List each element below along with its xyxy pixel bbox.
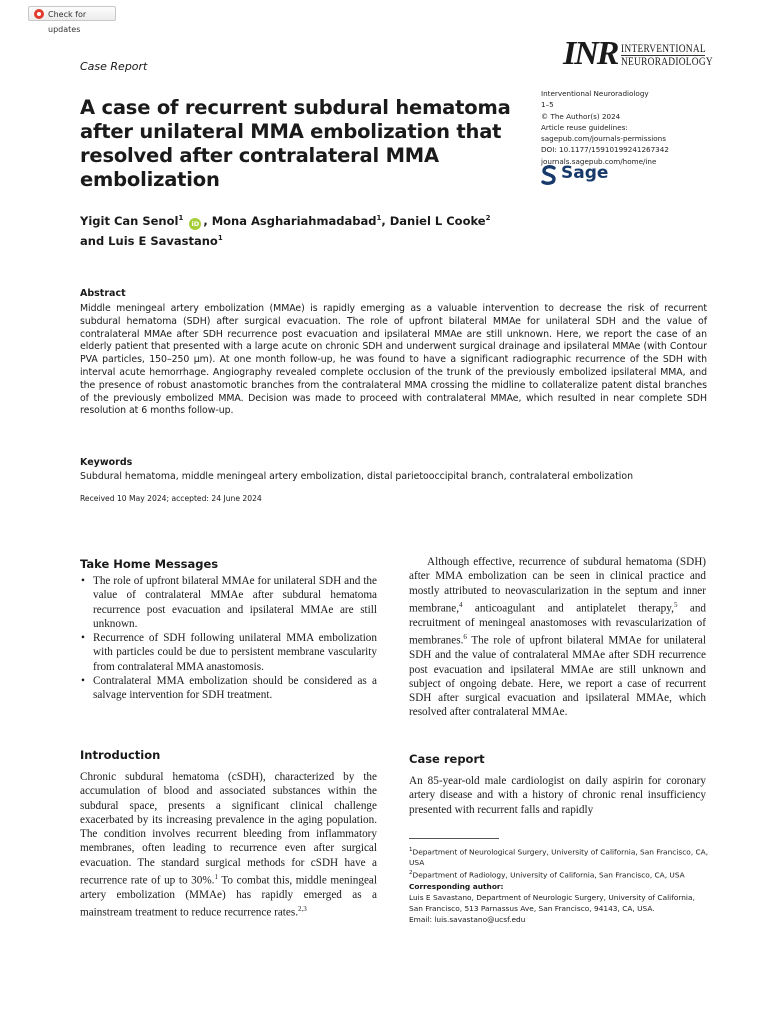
- section-label: Case Report: [80, 60, 148, 73]
- author-2: , Mona Asghariahmadabad: [203, 213, 377, 228]
- affil-text: Department of Neurological Surgery, University of California, San Francisco, CA, USA: [409, 847, 709, 868]
- author-3: , Daniel L Cooke: [381, 213, 486, 228]
- orcid-icon[interactable]: iD: [189, 218, 201, 230]
- list-item: • The role of upfront bilateral MMAe for unilateral SDH and the value of contralateral MMAe after subdural hematoma recurrence post evacuation and ipsilateral MMAe are still unknown.: [80, 574, 377, 631]
- case-report-heading: Case report: [409, 752, 485, 766]
- reuse-label: Article reuse guidelines:: [541, 122, 628, 132]
- journal-pages: 1–5: [541, 100, 554, 110]
- list-item: • Contralateral MMA embolization should be considered as a salvage intervention for SDH treatment.: [80, 674, 377, 703]
- affiliations: [409, 845, 709, 925]
- affil-text: Department of Radiology, University of California, San Francisco, CA, USA: [412, 870, 685, 880]
- doi[interactable]: DOI: 10.1177/15910199241267342: [541, 145, 669, 155]
- author-3-affil: 2: [485, 214, 491, 222]
- affiliation-2: [409, 868, 709, 880]
- footnote-divider: [409, 838, 499, 839]
- affil-marker: 1: [409, 847, 413, 853]
- author-list: [80, 210, 520, 250]
- citation-ref[interactable]: 6: [463, 633, 467, 642]
- affil-marker: 2: [409, 870, 413, 877]
- intro-text-1: Chronic subdural hematoma (cSDH), characterized by the accumulation of blood and associated substances within the subdural space, presents a significant clinical challenge exacerbated by its increasing prevalence in the aging population. The condition involves recurrent bleeding from inflammatory membranes, often leading to recurrence even after surgical evacuation. The standard surgical methods for cSDH have a recurrence rate of up to 30%.: [80, 771, 377, 887]
- introduction-paragraph: [80, 770, 377, 920]
- affiliation-1: [409, 845, 709, 868]
- check-for-updates-button[interactable]: [28, 6, 116, 34]
- journal-logo: [563, 35, 713, 78]
- reuse-link[interactable]: sagepub.com/journals-permissions: [541, 134, 666, 144]
- author-2-affil: 1: [376, 214, 382, 222]
- journal-name: Interventional Neuroradiology: [541, 89, 649, 98]
- received-dates: Received 10 May 2024; accepted: 24 June 2024: [80, 494, 262, 503]
- sage-s-icon: [541, 165, 557, 185]
- corresponding-email[interactable]: Email: luis.savastano@ucsf.edu: [409, 914, 526, 924]
- intro-text-2: To combat this, middle meningeal artery embolization (MMAe) has rapidly emerged as a mainstream treatment to reduce recurrence rates.: [80, 874, 377, 920]
- corresponding-author: Luis E Savastano, Department of Neurologic Surgery, University of California, San Francisco, 513 Parnassus Ave, San Francisco, 94143, CA, USA.: [409, 892, 695, 913]
- case-report-paragraph: An 85-year-old male cardiologist on daily aspirin for coronary artery disease and with a history of chronic renal insufficiency presented with recurrent falls and rapidly: [409, 775, 706, 816]
- take-home-list: [80, 574, 377, 703]
- paragraph-text: Although effective, recurrence of subdural hematoma (SDH) after MMA embolization can be seen in clinical practice and mostly attributed to neovascularization in the septum and inner membrane,: [409, 556, 706, 615]
- author-1: Yigit Can Senol: [80, 213, 179, 228]
- article-title: A case of recurrent subdural hematoma after unilateral MMA embolization that resolved after contralateral MMA embolization: [80, 96, 511, 191]
- journal-logo-line2: NEURORADIOLOGY: [621, 56, 713, 68]
- introduction-heading: Introduction: [80, 748, 161, 762]
- paragraph-text: anticoagulant and antiplatelet therapy,: [462, 602, 674, 615]
- abstract-heading: Abstract: [80, 288, 126, 299]
- citation-ref[interactable]: 2,3: [298, 905, 307, 914]
- take-home-heading: Take Home Messages: [80, 557, 219, 571]
- paragraph-text: The role of upfront bilateral MMAe for unilateral SDH and the value of contralateral MMAe after SDH recurrence post evacuation and ipsilateral MMAe are still unknown and subject of ongoing debate. Here, we report a case of recurrent SDH after surgical evacuation and ipsilateral MMAe, which resolved after contralateral MMAe.: [409, 634, 706, 719]
- publisher-logo: [541, 163, 611, 187]
- journal-logo-line1: INTERVENTIONAL: [621, 43, 706, 55]
- author-4-affil: 1: [217, 233, 223, 242]
- abstract-text: Middle meningeal artery embolization (MMAe) is rapidly emerging as a valuable intervention to decrease the risk of recurrent subdural hematoma (SDH) after surgical evacuation. The role of upfront bilateral MMAe for unilateral SDH and the value of contralateral MMAe after SDH recurrence post evacuation and ipsilateral MMAe are still unknown. Here, we report the case of an elderly patient that presented with a large acute on chronic SDH and underwent surgical drainage and ipsilateral MMAe (with Contour PVA particles, 150–250 µm). At one month follow-up, he was found to have a significant radiographic recurrence of the SDH with interval acute hemorrhage. Angiography revealed complete occlusion of the trunk of the previously embolized ipsilateral MMA, and the presence of robust anastomotic branches from the contralateral MMA crossing the midline to collateralize patent distal branches of the previously embolized MMA. Decision was made to proceed with contralateral MMAe, which resulted in near complete SDH resolution at 6 months follow-up.: [80, 303, 707, 417]
- keywords-text: Subdural hematoma, middle meningeal artery embolization, distal parietooccipital branch, contralateral embolization: [80, 471, 634, 482]
- corresponding-author-heading: Corresponding author:: [409, 881, 504, 891]
- journal-home-link[interactable]: journals.sagepub.com/home/ine: [541, 156, 657, 166]
- update-icon: [34, 9, 44, 19]
- journal-logo-initials: INR: [563, 35, 618, 72]
- copyright: © The Author(s) 2024: [541, 111, 621, 121]
- list-item: • Recurrence of SDH following unilateral MMA embolization with particles could be due to persistent membrane vascularity from contralateral MMA anastomosis.: [80, 631, 377, 674]
- author-4: and Luis E Savastano: [80, 233, 218, 248]
- paragraph-text: and recruitment of meningeal anastomoses with revascularization of membranes.: [409, 602, 707, 647]
- intro-continued-paragraph: [409, 555, 706, 720]
- publisher-name: Sage: [561, 163, 609, 183]
- author-1-affil: 1: [178, 214, 184, 222]
- citation-ref[interactable]: 5: [673, 600, 678, 609]
- citation-ref[interactable]: 4: [459, 600, 463, 609]
- check-for-updates-label: Check for updates: [48, 10, 87, 34]
- keywords-heading: Keywords: [80, 457, 133, 468]
- journal-meta: [541, 88, 669, 167]
- citation-ref[interactable]: 1: [214, 873, 218, 882]
